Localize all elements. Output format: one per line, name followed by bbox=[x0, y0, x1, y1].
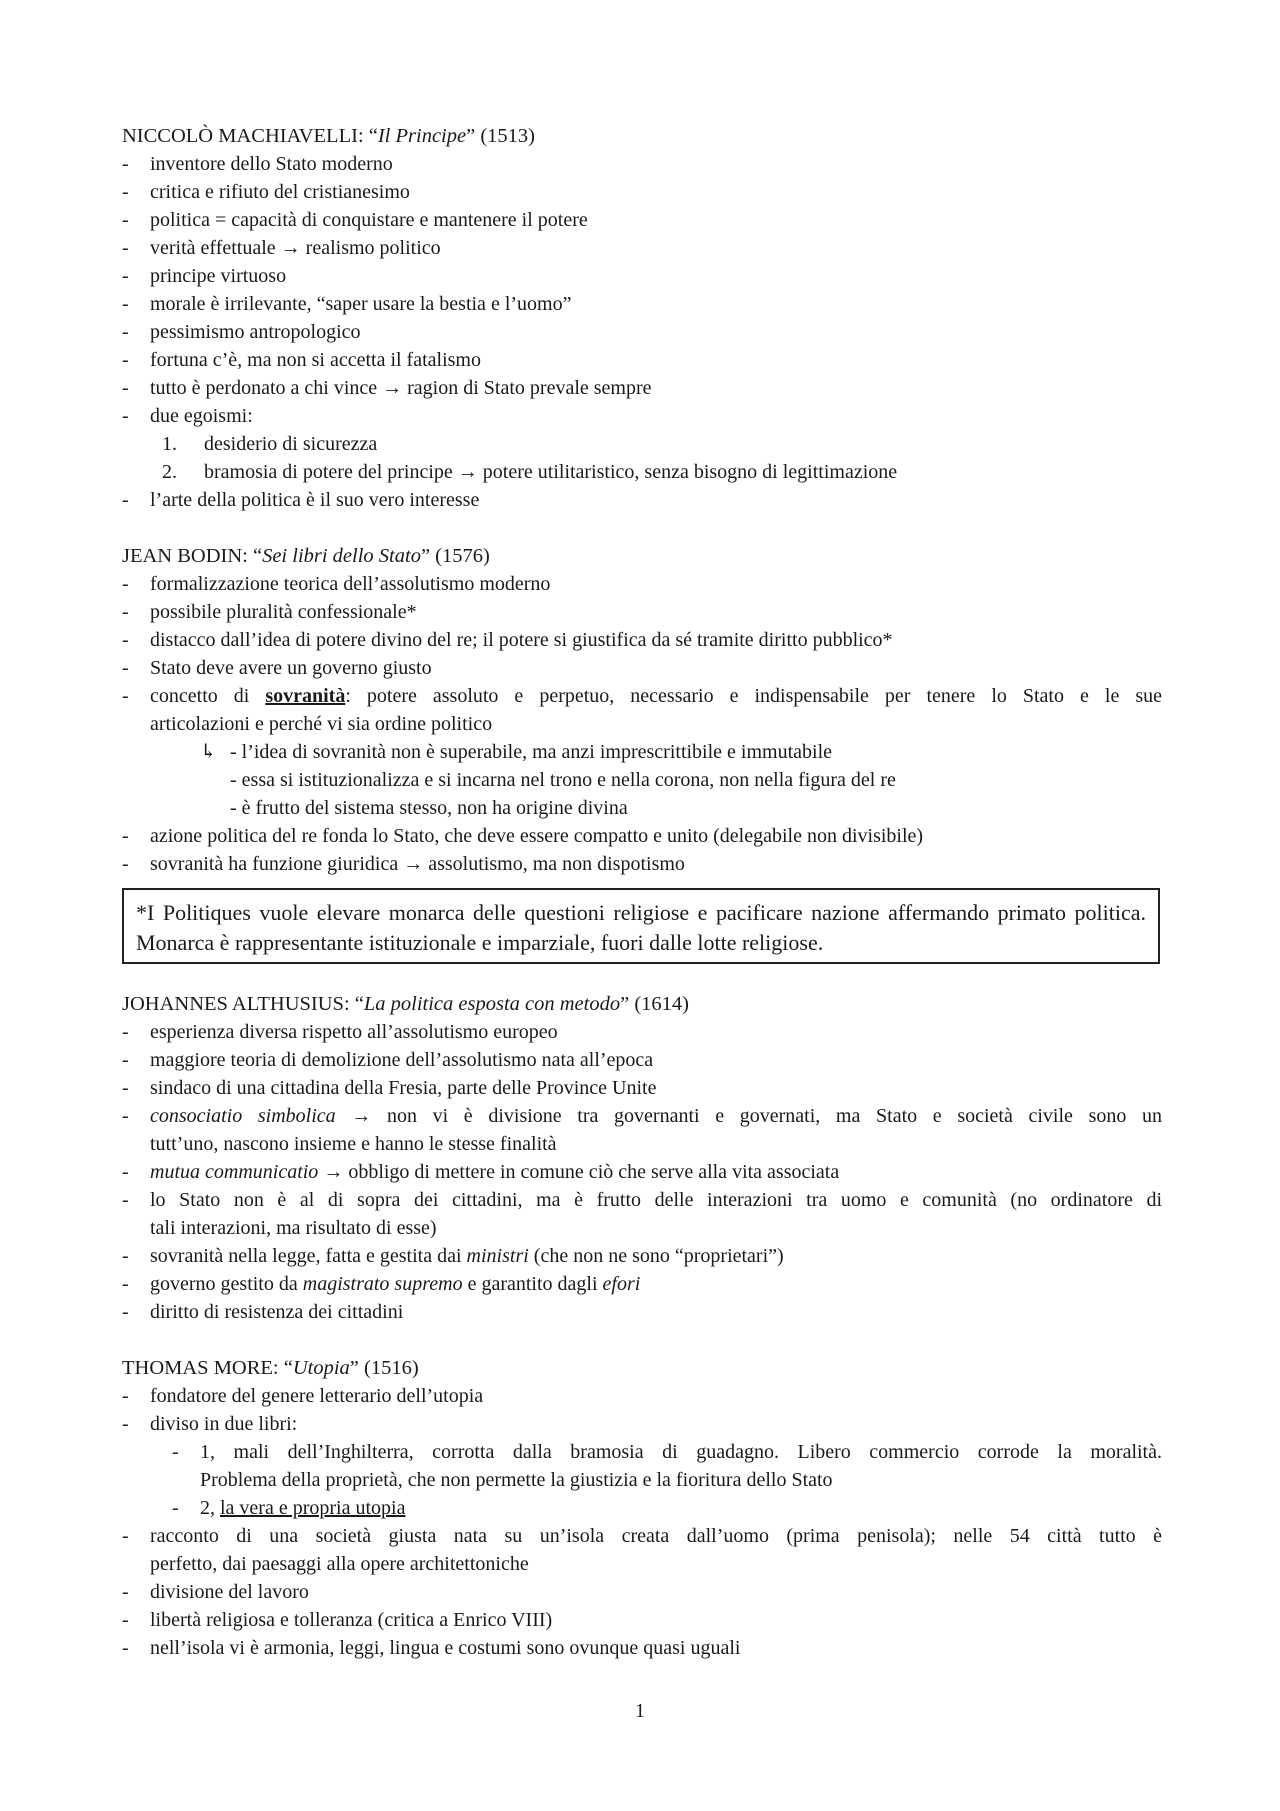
list-item: - nell’isola vi è armonia, leggi, lingua e costumi sono ovunque quasi uguali bbox=[122, 1637, 741, 1659]
author-name: NICCOLÒ MACHIAVELLI bbox=[122, 125, 358, 147]
list-item: - inventore dello Stato moderno bbox=[122, 153, 393, 175]
numbered-item: 2. bramosia di potere del principe → potere utilitaristico, senza bisogno di legittimazione bbox=[162, 461, 898, 483]
sub-item: - essa si istituzionalizza e si incarna nel trono e nella corona, non nella figura del re bbox=[230, 769, 896, 791]
numbered-item: 1. desiderio di sicurezza bbox=[162, 433, 378, 455]
list-item: - racconto di una società giusta nata su un’isola creata dall’uomo (prima penisola); nelle 54 città tutto è bbox=[122, 1525, 1162, 1547]
list-item: - due egoismi: bbox=[122, 405, 253, 427]
author-name: THOMAS MORE bbox=[122, 1357, 273, 1379]
list-item: - maggiore teoria di demolizione dell’assolutismo nata all’epoca bbox=[122, 1049, 654, 1071]
section-heading: JEAN BODIN: “Sei libri dello Stato” (1576) bbox=[122, 545, 490, 567]
work-title: Sei libri dello Stato bbox=[262, 545, 421, 567]
list-item: - verità effettuale → realismo politico bbox=[122, 237, 441, 259]
sub-item: ↳ - l’idea di sovranità non è superabile, ma anzi imprescrittibile e immutabile bbox=[122, 738, 1162, 766]
list-item: - diritto di resistenza dei cittadini bbox=[122, 1301, 404, 1323]
sub-item: - 2, la vera e propria utopia bbox=[172, 1497, 406, 1519]
key-term: mutua communicatio bbox=[150, 1161, 319, 1183]
list-item: - mutua communicatio → obbligo di mettere in comune ciò che serve alla vita associata bbox=[122, 1161, 840, 1183]
list-item: - concetto di sovranità: potere assoluto e perpetuo, necessario e indispensabile per tenere lo Stato e le sue bbox=[122, 685, 1162, 707]
list-item: - morale è irrilevante, “saper usare la bestia e l’uomo” bbox=[122, 293, 572, 315]
list-item: - esperienza diversa rispetto all’assolutismo europeo bbox=[122, 1021, 558, 1043]
list-item-continuation: perfetto, dai paesaggi alla opere architettoniche bbox=[150, 1553, 529, 1575]
list-item: - critica e rifiuto del cristianesimo bbox=[122, 181, 410, 203]
list-item: - Stato deve avere un governo giusto bbox=[122, 657, 432, 679]
list-item: - libertà religiosa e tolleranza (critica a Enrico VIII) bbox=[122, 1609, 553, 1631]
section-heading: JOHANNES ALTHUSIUS: “La politica esposta con metodo” (1614) bbox=[122, 993, 689, 1015]
author-name: JOHANNES ALTHUSIUS bbox=[122, 993, 344, 1015]
section-althusius bbox=[122, 990, 1162, 1326]
list-item-continuation: articolazioni e perché vi sia ordine politico bbox=[150, 713, 493, 735]
sub-item-continuation: Problema della proprietà, che non permette la giustizia e la fioritura dello Stato bbox=[200, 1469, 833, 1491]
list-item: - diviso in due libri: bbox=[122, 1413, 298, 1435]
list-item: - lo Stato non è al di sopra dei cittadini, ma è frutto delle interazioni tra uomo e comunità (no ordinatore di bbox=[122, 1189, 1162, 1211]
list-item: - divisione del lavoro bbox=[122, 1581, 309, 1603]
footnote-box: *I Politiques vuole elevare monarca delle questioni religiose e pacificare nazione affermando primato politica. Monarca è rappresentante istituzionale e imparziale, fuori dalle lotte religiose. bbox=[122, 888, 1160, 964]
list-item: - sindaco di una cittadina della Fresia, parte delle Province Unite bbox=[122, 1077, 657, 1099]
list-item: - pessimismo antropologico bbox=[122, 321, 361, 343]
list-item: - formalizzazione teorica dell’assolutismo moderno bbox=[122, 573, 551, 595]
key-term: consociatio simbolica bbox=[150, 1105, 336, 1127]
sub-item: - è frutto del sistema stesso, non ha origine divina bbox=[230, 797, 628, 819]
section-more bbox=[122, 1354, 1162, 1662]
key-term: sovranità bbox=[265, 685, 346, 707]
list-item: - sovranità nella legge, fatta e gestita dai ministri (che non ne sono “proprietari”) bbox=[122, 1245, 784, 1267]
work-title: La politica esposta con metodo bbox=[363, 993, 621, 1015]
list-item: - sovranità ha funzione giuridica → assolutismo, ma non dispotismo bbox=[122, 853, 685, 875]
list-item: - politica = capacità di conquistare e mantenere il potere bbox=[122, 209, 588, 231]
list-item: - fondatore del genere letterario dell’utopia bbox=[122, 1385, 484, 1407]
list-item: - fortuna c’è, ma non si accetta il fatalismo bbox=[122, 349, 481, 371]
work-title: Il Principe bbox=[377, 125, 467, 147]
sub-item: - 1, mali dell’Inghilterra, corrotta dalla bramosia di guadagno. Libero commercio corrode la moralità. bbox=[172, 1441, 1162, 1463]
author-name: JEAN BODIN bbox=[122, 545, 243, 567]
list-item-continuation: tutt’uno, nascono insieme e hanno le stesse finalità bbox=[150, 1133, 557, 1155]
list-item: - possibile pluralità confessionale* bbox=[122, 601, 417, 623]
list-item: - azione politica del re fonda lo Stato, che deve essere compatto e unito (delegabile non divisibile) bbox=[122, 825, 924, 847]
list-item: - tutto è perdonato a chi vince → ragion di Stato prevale sempre bbox=[122, 377, 652, 399]
list-item-continuation: tali interazioni, ma risultato di esse) bbox=[150, 1217, 437, 1239]
list-item: - l’arte della politica è il suo vero interesse bbox=[122, 489, 480, 511]
list-item: - principe virtuoso bbox=[122, 265, 287, 287]
section-heading: THOMAS MORE: “Utopia” (1516) bbox=[122, 1357, 419, 1379]
return-arrow-icon: ↳ bbox=[200, 741, 217, 763]
page-number: 1 bbox=[635, 1700, 645, 1722]
list-item: - governo gestito da magistrato supremo e garantito dagli efori bbox=[122, 1273, 641, 1295]
section-machiavelli bbox=[122, 122, 1162, 514]
section-heading: NICCOLÒ MACHIAVELLI: “Il Principe” (1513) bbox=[122, 125, 535, 147]
section-bodin bbox=[122, 542, 1162, 878]
work-title: Utopia bbox=[292, 1357, 350, 1379]
list-item: - consociatio simbolica → non vi è divisione tra governanti e governati, ma Stato e società civile sono un bbox=[122, 1105, 1162, 1127]
list-item: - distacco dall’idea di potere divino del re; il potere si giustifica da sé tramite diritto pubblico* bbox=[122, 629, 893, 651]
